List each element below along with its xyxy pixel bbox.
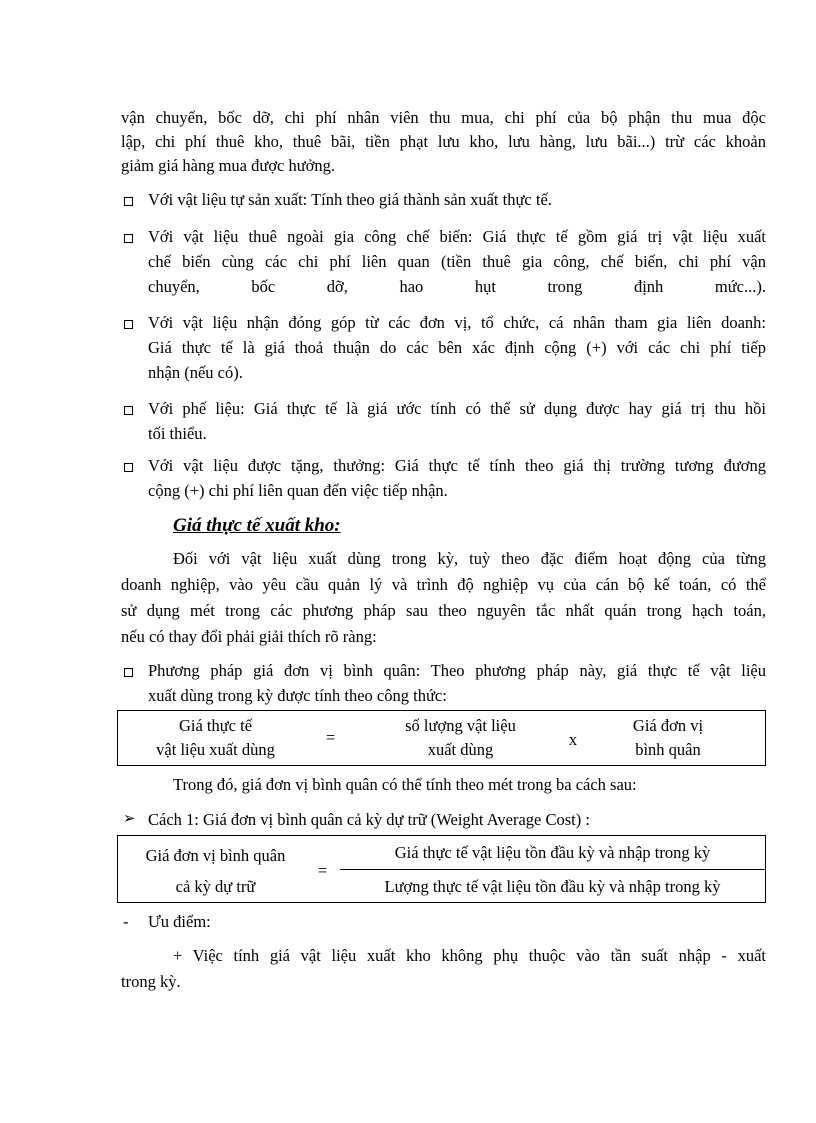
square-bullet-icon (124, 463, 133, 472)
formula1-equals: = (325, 728, 336, 747)
advantages-dash: - (123, 912, 129, 931)
square-bullet-icon (124, 197, 133, 206)
bullet-3-line-3: nhận (nếu có). (148, 363, 243, 382)
arrow-bullet-icon: ➢ (123, 809, 136, 827)
bullet-4-line-1: Với phế liệu: Giá thực tế là giá ước tính có thể sử dụng được hay giá trị thu hồi (148, 399, 766, 418)
method-line-1: Phương pháp giá đơn vị bình quân: Theo phương pháp này, giá thực tế vật liệu (148, 661, 766, 680)
formula1-mid-top: số lượng vật liệu (405, 716, 516, 735)
square-bullet-icon (124, 234, 133, 243)
para-line-1: Đối với vật liệu xuất dùng trong kỳ, tuỳ theo đặc điểm hoạt động của từng (173, 549, 766, 568)
fraction-line (340, 869, 765, 870)
formula2-denominator: Lượng thực tế vật liệu tồn đầu kỳ và nhập trong kỳ (384, 877, 721, 896)
square-bullet-icon (124, 320, 133, 329)
bullet-2-line-1: Với vật liệu thuê ngoài gia công chế biến: Giá thực tế gồm giá trị vật liệu xuất (148, 227, 766, 246)
formula1-mid-bottom: xuất dùng (427, 740, 494, 759)
where-line: Trong đó, giá đơn vị bình quân có thể tính theo mét trong ba cách sau: (173, 775, 637, 794)
bullet-1-line-1: Với vật liệu tự sản xuất: Tính theo giá thành sản xuất thực tế. (148, 190, 552, 209)
formula1-times: x (568, 730, 578, 749)
advantages-line-2: trong kỳ. (121, 972, 181, 991)
formula2-left-top: Giá đơn vị bình quân (145, 846, 286, 865)
bullet-5-line-1: Với vật liệu được tặng, thưởng: Giá thực tế tính theo giá thị trường tương đương (148, 456, 766, 475)
formula2-equals: = (317, 861, 328, 880)
bullet-4-line-2: tối thiểu. (148, 424, 207, 443)
advantages-label: Ưu điểm: (148, 912, 211, 931)
intro-line-2: lập, chi phí thuê kho, thuê bãi, tiền phạt lưu kho, lưu hàng, lưu bãi...) trừ các khoản (121, 132, 766, 151)
formula1-right-top: Giá đơn vị (632, 716, 704, 735)
bullet-3-line-2: Giá thực tế là giá thoả thuận do các bên xác định cộng (+) với các chi phí tiếp (148, 338, 766, 357)
formula-box-1 (117, 710, 766, 766)
square-bullet-icon (124, 668, 133, 677)
method-line-2: xuất dùng trong kỳ được tính theo công thức: (148, 686, 447, 705)
formula-box-2 (117, 835, 766, 903)
bullet-3-line-1: Với vật liệu nhận đóng góp từ các đơn vị, tổ chức, cá nhân tham gia liên doanh: (148, 313, 766, 332)
bullet-2-line-3: chuyển, bốc dỡ, hao hụt trong định mức...). (148, 277, 766, 296)
formula1-left-top: Giá thực tế (178, 716, 253, 735)
para-line-2: doanh nghiệp, vào yêu cầu quản lý và trình độ nghiệp vụ của cán bộ kế toán, có thể (121, 575, 766, 594)
formula1-left-bottom: vật liệu xuất dùng (156, 740, 275, 759)
section-heading: Giá thực tế xuất kho: (173, 515, 341, 536)
intro-line-3: giảm giá hàng mua được hưởng. (121, 156, 336, 175)
formula1-right-bottom: bình quân (635, 740, 701, 759)
para-line-4: nếu có thay đổi phải giải thích rõ ràng: (121, 627, 377, 646)
bullet-2-line-2: chế biến cùng các chi phí liên quan (tiền thuê gia công, chế biến, chi phí vận (148, 252, 766, 271)
advantages-line-1: + Việc tính giá vật liệu xuất kho không phụ thuộc vào tần suất nhập - xuất (173, 946, 766, 965)
formula2-left-bottom: cả kỳ dự trữ (175, 877, 256, 896)
formula2-numerator: Giá thực tế vật liệu tồn đầu kỳ và nhập trong kỳ (394, 843, 711, 862)
bullet-5-line-2: cộng (+) chi phí liên quan đến việc tiếp nhận. (148, 481, 448, 500)
intro-line-1: vận chuyển, bốc dỡ, chi phí nhân viên thu mua, chi phí của bộ phận thu mua độc (121, 108, 766, 127)
square-bullet-icon (124, 406, 133, 415)
cach1-line: Cách 1: Giá đơn vị bình quân cả kỳ dự trữ (Weight Average Cost) : (148, 810, 590, 829)
para-line-3: sử dụng mét trong các phương pháp sau theo nguyên tắc nhất quán trong hạch toán, (121, 601, 766, 620)
